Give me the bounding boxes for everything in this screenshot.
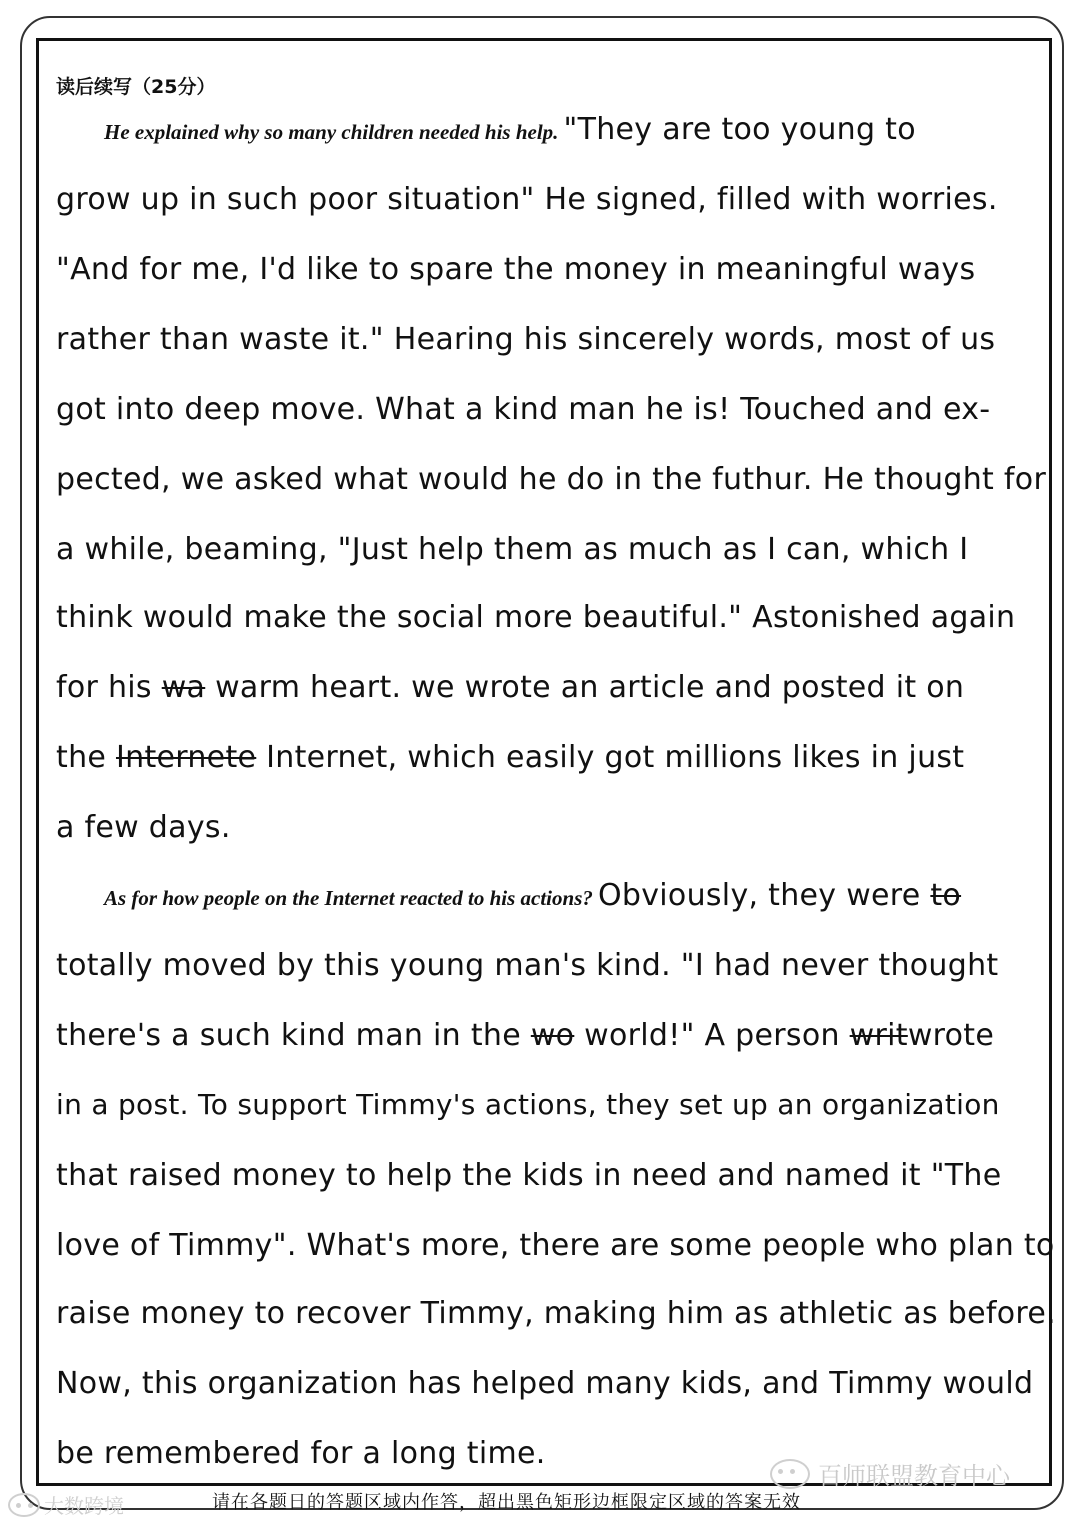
paragraph2-first-line (104, 878, 961, 913)
handwritten-line: pected, we asked what would he do in the futhur. He thought for (56, 462, 1047, 497)
paragraph2-prompt: As for how people on the Internet reacted to his actions? (104, 886, 593, 910)
struck-word: writ (849, 1018, 908, 1053)
struck-word: wo (530, 1018, 575, 1053)
handwritten-line: a while, beaming, "Just help them as much as I can, which I (56, 532, 969, 567)
struck-word: wa (161, 670, 206, 705)
handwritten-line: raise money to recover Timmy, making him as athletic as before. (56, 1296, 1056, 1331)
wechat-icon (770, 1459, 810, 1489)
handwritten-line: think would make the social more beautiful." Astonished again (56, 600, 1016, 635)
handwritten-line: love of Timmy". What's more, there are some people who plan to (56, 1228, 1055, 1263)
handwritten-line: that raised money to help the kids in need and named it "The (56, 1158, 1002, 1193)
handwritten-line: "And for me, I'd like to spare the money in meaningful ways (56, 252, 976, 287)
struck-word: to (930, 878, 962, 913)
section-title: 读后续写（25分） (56, 76, 216, 98)
handwritten-line: there's a such kind man in the wo world!" A person writwrote (56, 1018, 995, 1053)
handwritten-line: a few days. (56, 810, 231, 845)
paragraph1-first-line (104, 112, 916, 147)
handwritten-line: grow up in such poor situation" He signed, filled with worries. (56, 182, 998, 217)
watermark-left: 大数跨境 (8, 1490, 124, 1519)
wechat-icon (8, 1493, 40, 1517)
handwritten-line: for his wa warm heart. we wrote an article and posted it on (56, 670, 965, 705)
handwritten-text: "They are too young to (563, 112, 916, 147)
handwritten-line: the Internete Internet, which easily got millions likes in just (56, 740, 965, 775)
handwritten-text: Obviously, they were to (597, 878, 962, 913)
paragraph1-prompt: He explained why so many children needed his help. (104, 120, 559, 144)
handwritten-line: Now, this organization has helped many kids, and Timmy would (56, 1366, 1034, 1401)
struck-word: Internete (115, 740, 257, 775)
handwritten-line: be remembered for a long time. (56, 1436, 546, 1471)
footer-note: 请在各题日的答题区域内作答，超出黑色矩形边框限定区域的答案无效 (212, 1492, 801, 1513)
watermark-right: 百师联盟教育中心 (770, 1456, 1010, 1491)
handwritten-line: rather than waste it." Hearing his sincerely words, most of us (56, 322, 996, 357)
handwritten-line: in a post. To support Timmy's actions, they set up an organization (56, 1088, 1000, 1121)
handwritten-line: totally moved by this young man's kind. "I had never thought (56, 948, 999, 983)
handwritten-line: got into deep move. What a kind man he is! Touched and ex- (56, 392, 991, 427)
